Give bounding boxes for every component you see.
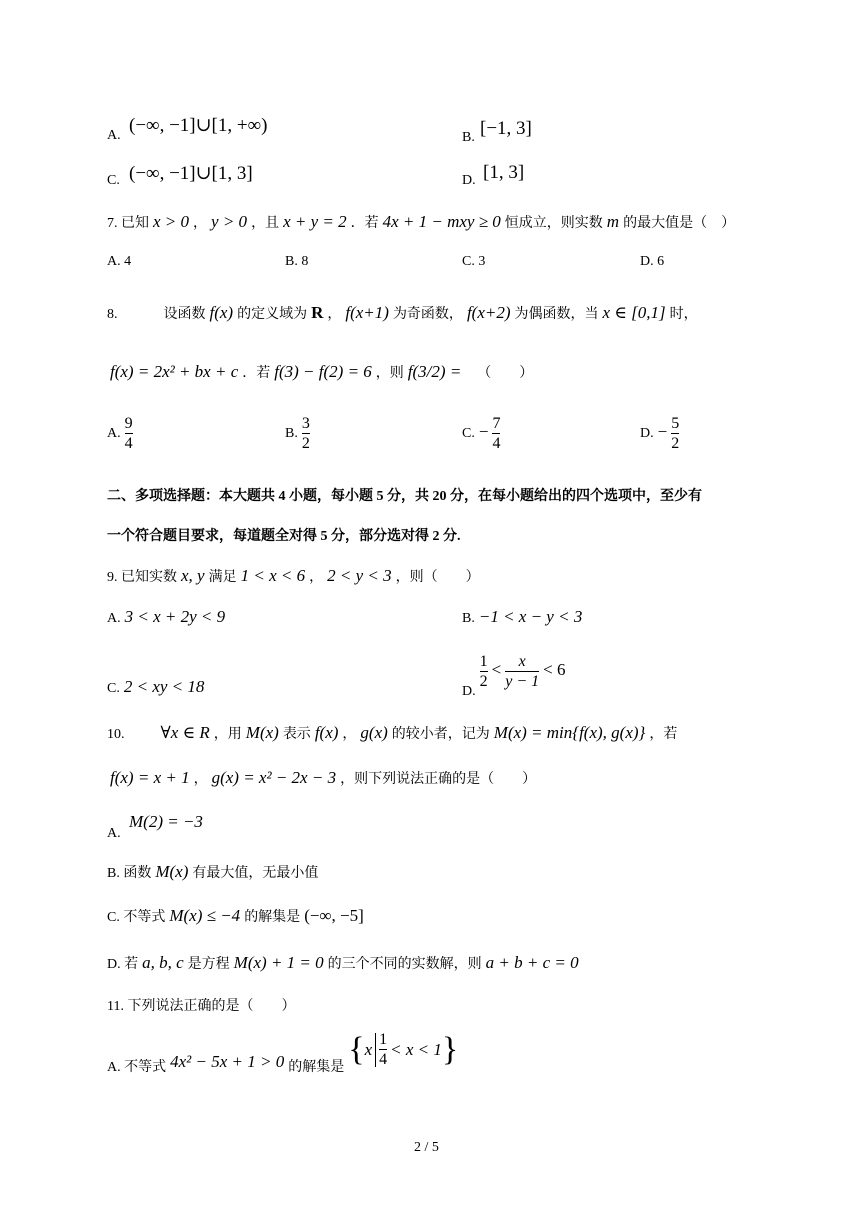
q7-option-c: C. 3 [462,254,486,269]
fraction [125,414,133,453]
set-condition: < x < 1 [390,1039,442,1059]
q8-expression: f(x) = 2x² + bx + c [110,362,239,381]
option-tail: < 6 [543,660,566,680]
q8-func: f(x) [209,303,234,322]
q8-even-func: f(x+2) [466,303,511,322]
q10-g-def: g(x) = x² − 2x − 3 [211,768,337,787]
q9-cond-1: 1 < x < 6 [240,566,306,585]
q10-text: ，则下列说法正确的是（ ） [340,772,537,787]
q7-option-d: D. 6 [640,254,665,269]
option-interval: (−∞, −5] [304,906,364,925]
q7-text: ．若 [350,216,379,231]
q7-text: ， [193,216,208,231]
q10-g: g(x) [360,723,388,742]
numerator: x [518,653,526,670]
denominator: 4 [492,435,501,452]
option-label: B. [462,611,475,626]
q8-target: f(3/2) = [407,362,462,381]
fraction [480,652,488,691]
numerator: 1 [379,1031,388,1048]
denominator: 2 [671,435,680,452]
q6-option-d-label: D. [462,173,476,188]
denominator: 4 [124,435,133,452]
fraction [379,1030,387,1069]
q7-cond-2: y > 0 [211,212,248,231]
q8-text: 为偶函数，当 [514,307,599,322]
q8-option-c [462,414,500,453]
q10-option-b [107,862,318,882]
fraction [492,414,500,453]
q10-text: 的较小者，记为 [391,727,490,742]
q9-cond-2: 2 < y < 3 [327,566,392,585]
q7-option-b: B. 8 [285,254,309,269]
question-7 [107,212,735,232]
q7-inequality: 4x + 1 − mxy ≥ 0 [382,212,501,231]
question-11: 11. 下列说法正确的是（ ） [107,999,296,1014]
q10-f-def: f(x) = x + 1 [110,768,190,787]
numerator: 5 [671,415,680,432]
option-mid: 的三个不同的实数解，则 [327,957,482,972]
option-sign: − [657,422,668,442]
option-label: D. [640,426,654,442]
section-2-heading-line-1: 二、多项选择题：本大题共 4 小题，每小题 5 分，共 20 分，在每小题给出的四个选项中，至少有 [107,489,702,504]
section-2-heading-line-2: 一个符合题目要求，每道题全对得 5 分，部分选对得 2 分. [107,529,461,544]
q7-variable: m [606,212,620,231]
q9-option-c [107,677,204,697]
q8-odd-func: f(x+1) [345,303,389,322]
option-label: A. [107,426,121,442]
q10-text: ， [342,727,357,742]
q9-option-b [462,607,582,627]
option-expr: M(x) ≤ −4 [169,906,241,925]
q10-text: 表示 [282,727,311,742]
question-9 [107,566,480,586]
q8-text: 的定义域为 [237,307,308,322]
q10-option-a-label: A. [107,826,121,841]
q7-option-a: A. 4 [107,254,132,269]
fraction [671,414,679,453]
option-expr: −1 < x − y < 3 [478,607,583,626]
denominator: 2 [301,435,310,452]
q8-text: ，则 [375,366,404,381]
q10-text: ，用 [213,727,242,742]
set-divider [375,1033,376,1067]
q6-option-b-label: B. [462,130,475,145]
q6-option-b-expr: [−1, 3] [480,118,532,139]
q8-option-b [285,414,310,453]
right-brace: } [441,1030,459,1068]
q7-text: 的最大值是（ ） [623,216,736,231]
fraction [302,414,310,453]
option-expr: M(x) [155,862,189,881]
option-sum: a + b + c = 0 [485,953,579,972]
q8-condition: f(3) − f(2) = 6 [274,362,372,381]
option-expr: 3 < x + 2y < 9 [124,607,226,626]
q7-cond-1: x > 0 [153,212,190,231]
denominator: 2 [479,673,488,690]
solution-set [348,1030,458,1069]
denominator: y − 1 [505,673,540,690]
fraction [505,652,539,691]
q10-min-def: M(x) = min{f(x), g(x)} [493,723,646,742]
q6-option-c-expr: (−∞, −1]∪[1, 3] [129,163,253,184]
q10-number: 10. [107,727,125,742]
q9-vars: x, y [181,566,205,585]
q8-real-set: R [311,303,324,322]
option-mid: 是方程 [187,957,230,972]
q8-text: 为奇函数， [392,307,463,322]
q8-text: ， [327,307,342,322]
page-number: 2 / 5 [414,1140,439,1155]
numerator: 3 [301,415,310,432]
q7-text: 恒成立，则实数 [504,216,603,231]
set-variable: x [364,1039,373,1059]
question-8 [107,303,767,323]
q8-text: 时， [669,307,698,322]
q10-option-c [107,906,364,926]
q8-line-2 [110,362,533,382]
denominator: 4 [379,1051,388,1068]
q9-option-a [107,607,225,627]
q10-line-2 [110,768,536,788]
q9-option-d [462,652,565,700]
q8-text: ．若 [242,366,271,381]
q8-number: 8. [107,307,118,322]
q10-forall: ∀x ∈ R [160,723,210,742]
q8-option-d [640,414,679,453]
q8-text: 设函数 [163,307,206,322]
q6-option-a-expr: (−∞, −1]∪[1, +∞) [129,115,268,136]
q8-domain: x ∈ [0,1] [602,303,666,322]
q10-text: ， [193,772,208,787]
option-label: C. 不等式 [107,910,166,925]
option-label: A. [107,611,121,626]
option-label: C. [462,426,475,442]
option-expr: 2 < xy < 18 [123,677,205,696]
less-than: < [491,660,502,680]
option-label: A. 不等式 [107,1060,167,1076]
option-label: C. [107,681,120,696]
q6-option-a-label: A. [107,128,121,143]
option-expr: 4x² − 5x + 1 > 0 [170,1052,285,1072]
q9-number: 9. 已知实数 [107,570,177,585]
q6-option-c-label: C. [107,173,120,188]
q8-option-a [107,414,133,453]
left-brace: { [348,1030,365,1068]
option-mid: 的解集是 [288,1060,345,1076]
option-label: B. [285,426,298,442]
q10-option-d [107,953,579,973]
q10-option-a-expr: M(2) = −3 [129,812,203,831]
q7-cond-3: x + y = 2 [283,212,347,231]
q8-text: （ ） [477,366,534,381]
q9-text: ， [309,570,324,585]
option-label: D. [462,684,476,700]
option-expr: a, b, c [142,953,184,972]
q9-text: 满足 [208,570,237,585]
q10-f: f(x) [314,723,339,742]
q11-option-a [107,1030,458,1076]
q7-number: 7. 已知 [107,216,149,231]
option-label: B. 函数 [107,866,152,881]
option-tail: 有最大值，无最小值 [192,866,319,881]
numerator: 7 [492,415,501,432]
option-mid: 的解集是 [244,910,301,925]
option-equation: M(x) + 1 = 0 [233,953,324,972]
q6-option-d-expr: [1, 3] [483,162,525,183]
q9-text: ，则（ ） [395,570,480,585]
option-label: D. 若 [107,957,139,972]
q10-text: ，若 [649,727,678,742]
numerator: 1 [479,653,488,670]
option-sign: − [478,422,489,442]
question-10 [107,723,767,743]
numerator: 9 [124,415,133,432]
q10-m: M(x) [245,723,279,742]
q7-text: ，且 [251,216,280,231]
